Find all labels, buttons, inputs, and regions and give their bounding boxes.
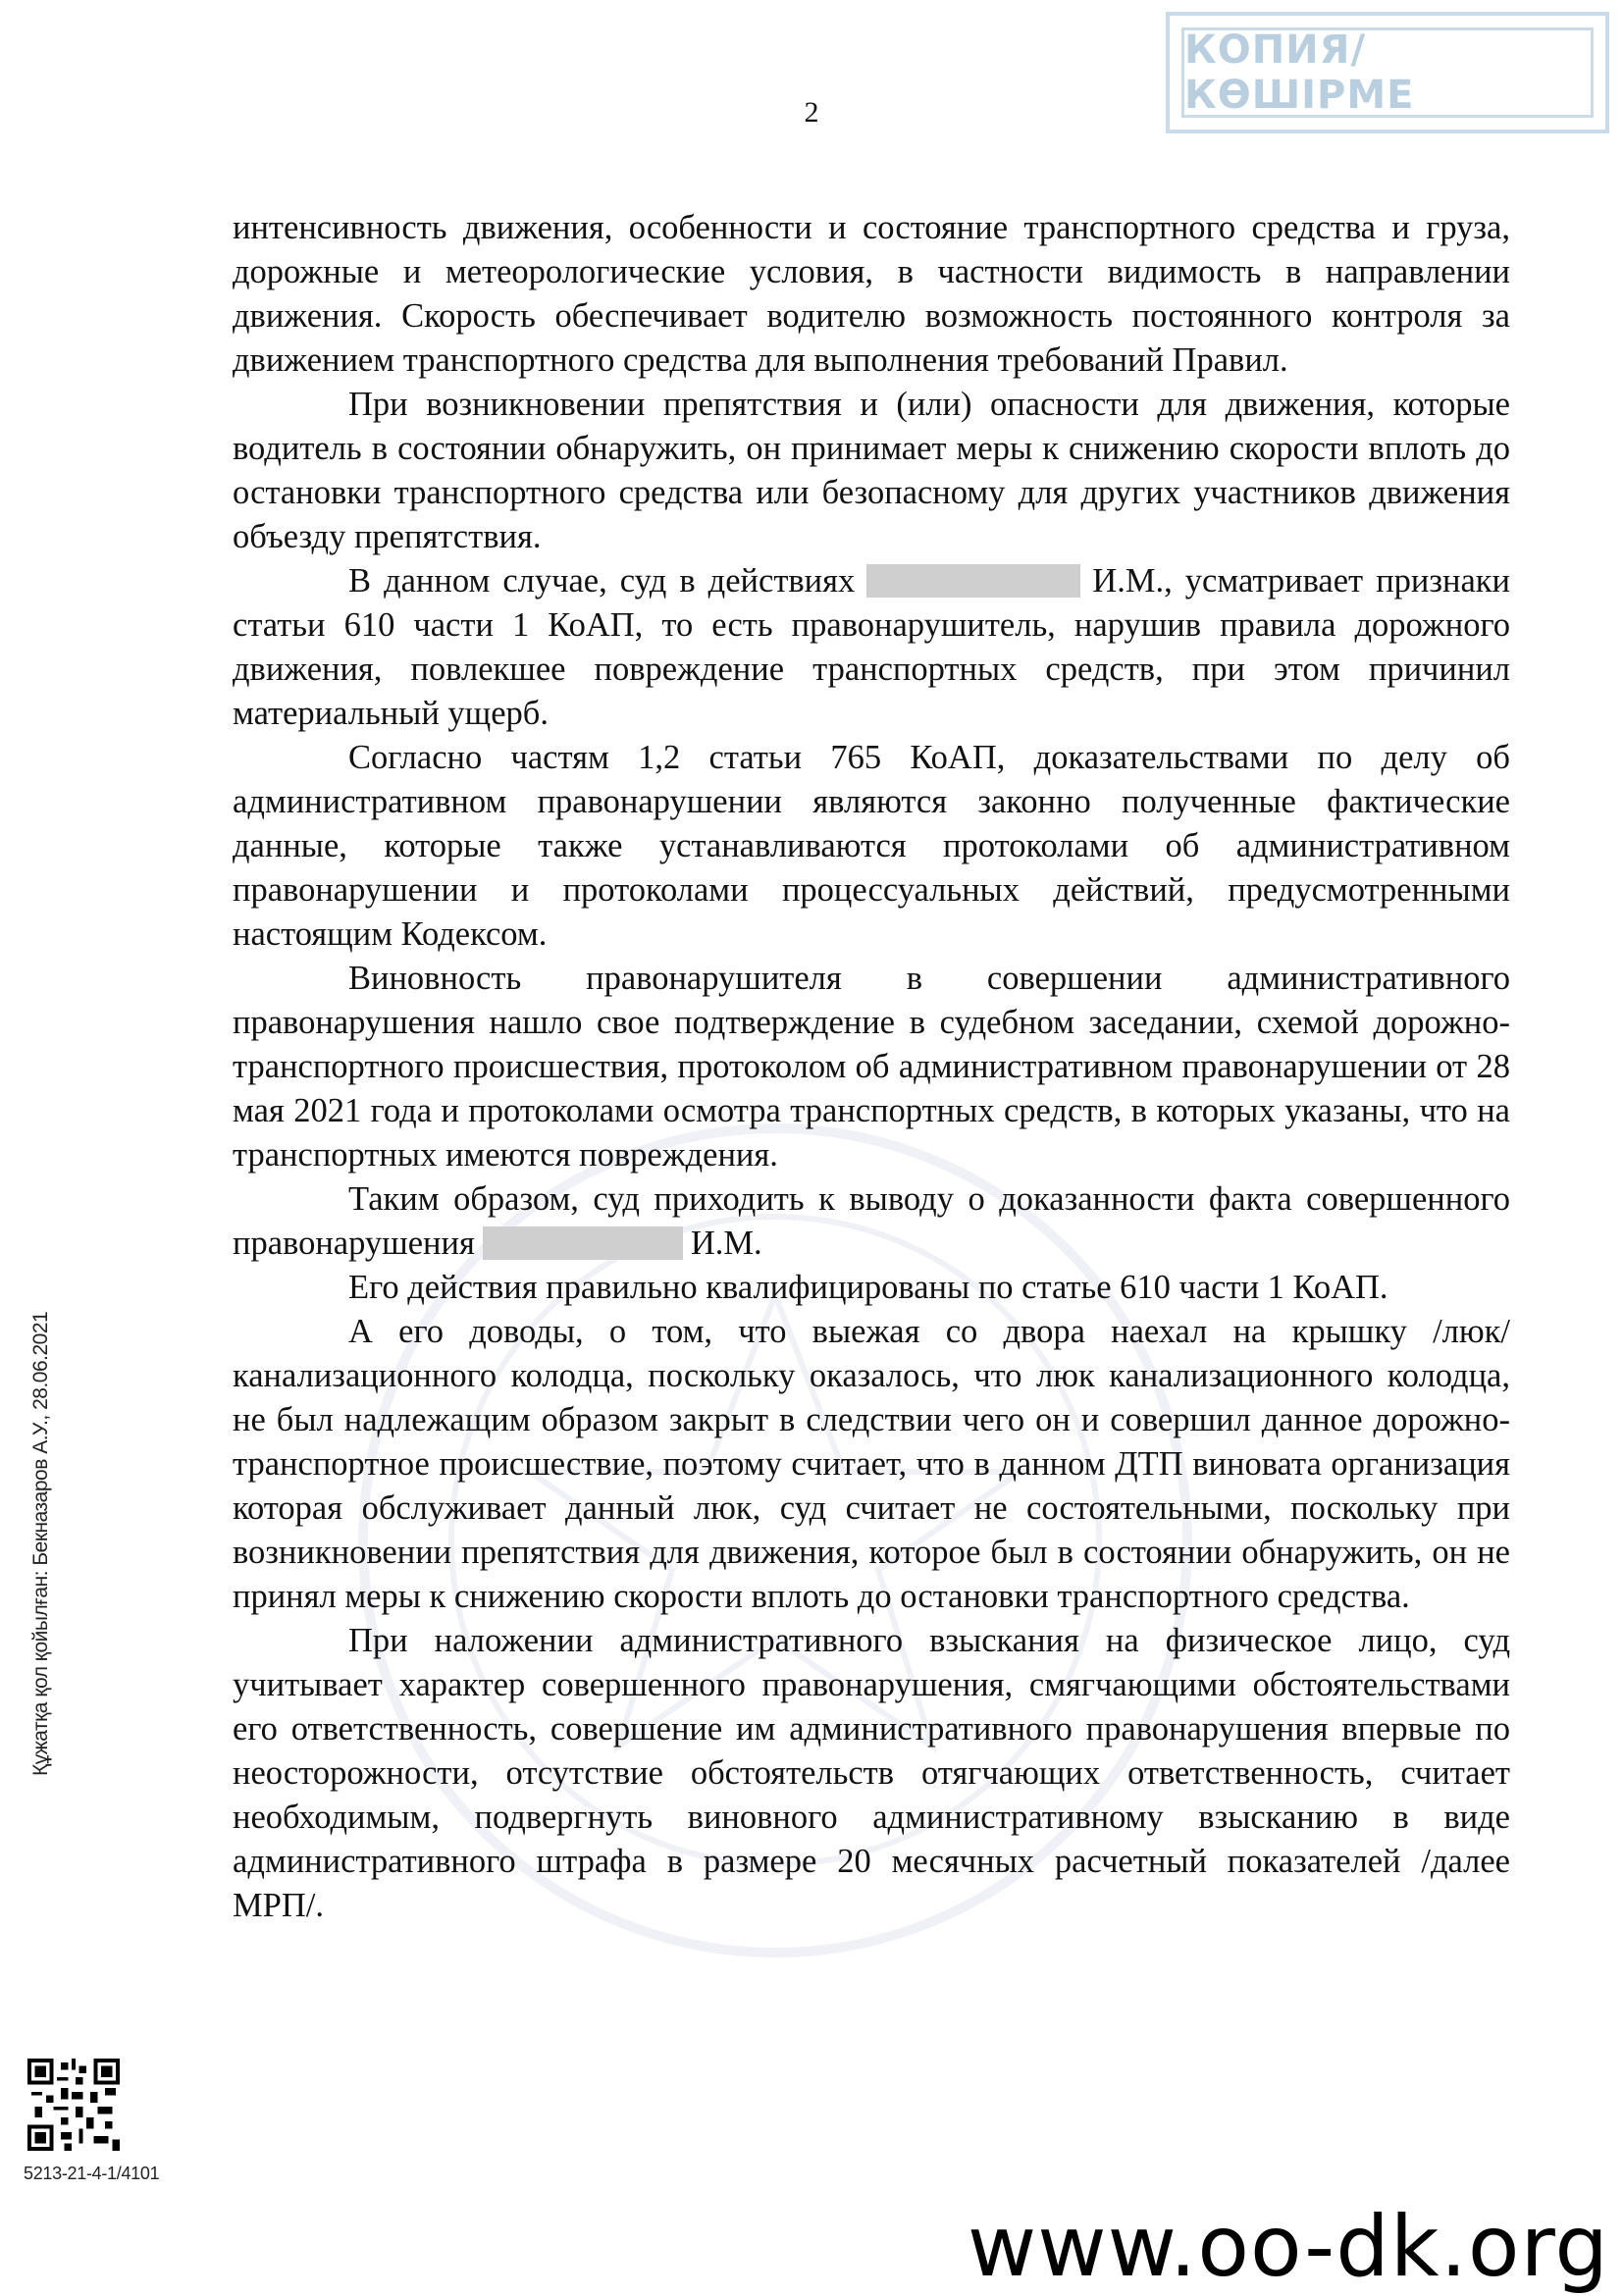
- paragraph-4: Согласно частям 1,2 статьи 765 КоАП, доказательствами по делу об административном правонарушении являются законно полученные фактические данные, которые также устанавливаются протоколами об административном правонарушении и протоколами процессуальных действий, предусмотренными настоящим Кодексом.: [233, 739, 1510, 953]
- paragraph-7: Его действия правильно квалифицированы по статье 610 части 1 КоАП.: [348, 1269, 1388, 1306]
- paragraph-3-part-1: В данном случае, суд в действиях: [348, 562, 856, 600]
- copy-stamp-text: КОПИЯ/КӨШІРМЕ: [1184, 27, 1415, 118]
- paragraph-1: интенсивность движения, особенности и состояние транспортного средства и груза, дорожные и метеорологические условия, в частности видимость в направлении движения. Скорость обеспечивает водителю возможность постоянного контроля за движением транспортного средства для выполнения требований Правил.: [233, 209, 1510, 379]
- qr-code-icon: [27, 2059, 120, 2151]
- document-code: 5213-21-4-1/4101: [24, 2164, 160, 2183]
- redacted-name: [866, 564, 1080, 598]
- paragraph-3: [233, 559, 1510, 736]
- redacted-name: [483, 1226, 683, 1260]
- website-link[interactable]: www.oo-dk.org: [967, 2198, 1609, 2296]
- paragraph-3-part-2: И.М., усматривает признаки статьи 610 части 1 КоАП, то есть правонарушитель, нарушив правила дорожного движения, повлекшее повреждение транспортных средств, при этом причинил материальный ущерб.: [233, 562, 1510, 732]
- paragraph-5: Виновность правонарушителя в совершении административного правонарушения нашло свое подтверждение в судебном заседании, схемой дорожно-транспортного происшествия, протоколом об административном правонарушении от 28 мая 2021 года и протоколами осмотра транспортных средств, в которых указаны, что на транспортных имеются повреждения.: [233, 960, 1510, 1174]
- paragraph-8: А его доводы, о том, что выежая со двора наехал на крышку /люк/ канализационного колодца, поскольку оказалось, что люк канализационного колодца, не был надлежащим образом закрыт в следствии чего он и совершил данное дорожно-транспортное происшествие, поэтому считает, что в данном ДТП виновата организация которая обслуживает данный люк, суд считает не состоятельными, поскольку при возникновении препятствия для движения, которое был в состоянии обнаружить, он не принял меры к снижению скорости вплоть до остановки транспортного средства.: [233, 1313, 1510, 1615]
- paragraph-6-part-1: Таким образом, суд приходить к выводу о доказанности факта совершенного правонарушения: [233, 1180, 1510, 1262]
- document-body: [233, 206, 1510, 1928]
- signature-side-note: Құжатқа қол қойылған: Бекназаров А.У., 28.06.2021: [29, 1311, 52, 1776]
- page-number: 2: [804, 96, 819, 129]
- paragraph-6: [233, 1177, 1510, 1266]
- paragraph-6-part-2: И.М.: [690, 1225, 762, 1262]
- paragraph-9: При наложении административного взыскания на физическое лицо, суд учитывает характер совершенного правонарушения, смягчающими обстоятельствами его ответственность, совершение им административного правонарушения впервые по неосторожности, отсутствие обстоятельств отягчающих ответственность, считает необходимым, подвергнуть виновного административному взысканию в виде административного штрафа в размере 20 месячных расчетный показателей /далее МРП/.: [233, 1622, 1510, 1924]
- paragraph-2: При возникновении препятствия и (или) опасности для движения, которые водитель в состоянии обнаружить, он принимает меры к снижению скорости вплоть до остановки транспортного средства или безопасному для других участников движения объезду препятствия.: [233, 386, 1510, 555]
